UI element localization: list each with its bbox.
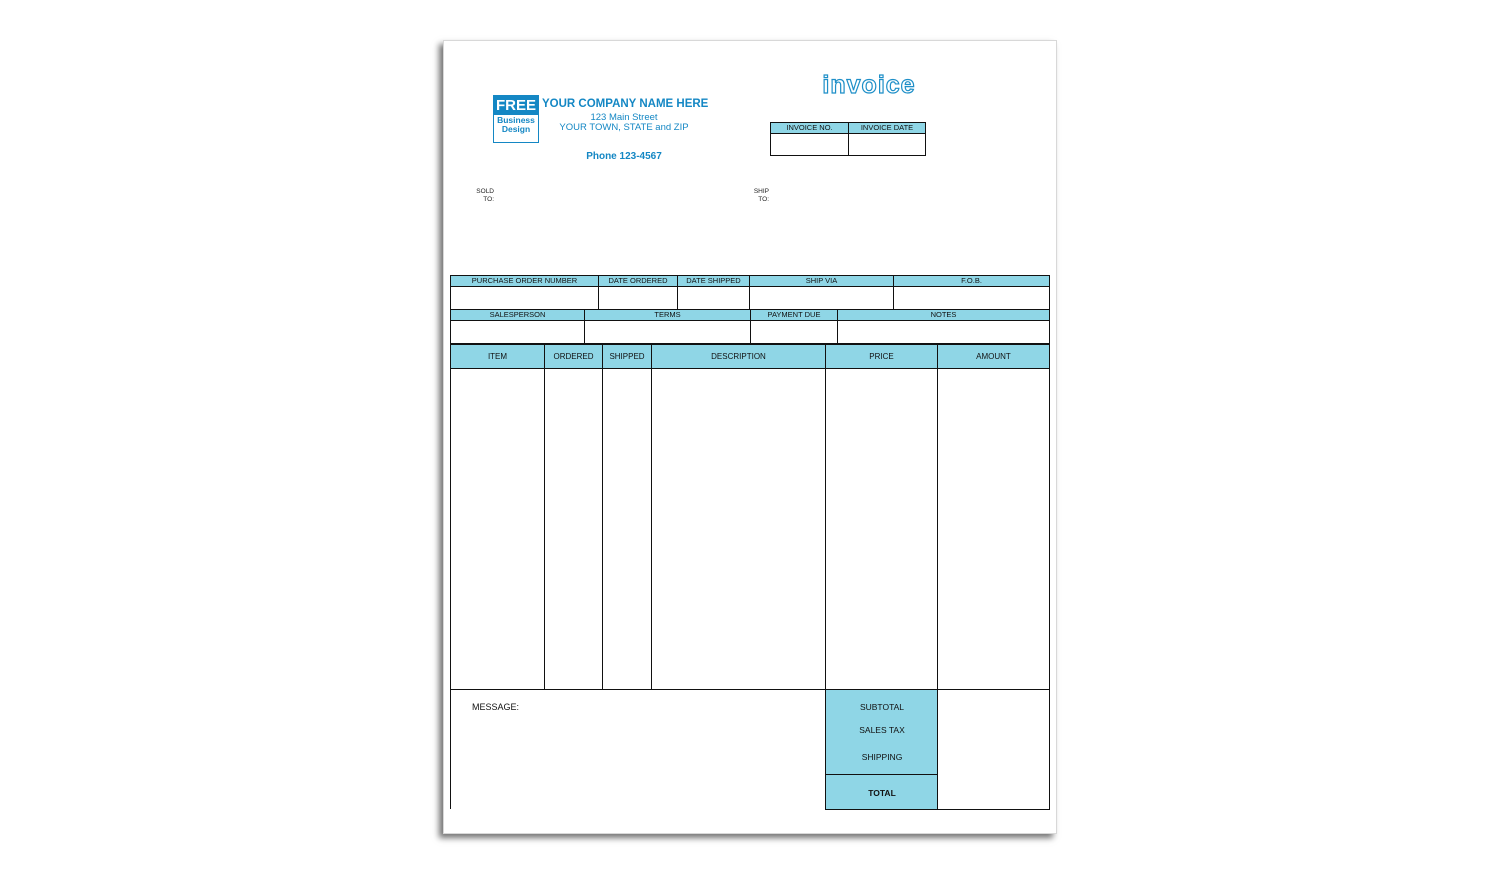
invoice-no-field[interactable] xyxy=(770,133,849,156)
price-col-header: PRICE xyxy=(825,344,938,369)
salesperson-label: SALESPERSON xyxy=(450,309,585,321)
description-column-body[interactable] xyxy=(651,368,826,690)
logo-free-text: FREE xyxy=(495,97,536,114)
ship-via-label: SHIP VIA xyxy=(749,275,894,287)
ship-to-label xyxy=(739,188,769,204)
sold-to-label xyxy=(464,188,494,204)
totals-amount-field[interactable] xyxy=(937,689,1050,810)
invoice-no-label: INVOICE NO. xyxy=(770,122,849,134)
shipped-col-header: SHIPPED xyxy=(602,344,652,369)
price-column-body[interactable] xyxy=(825,368,938,690)
message-field[interactable] xyxy=(450,689,826,809)
fob-label: F.O.B. xyxy=(893,275,1050,287)
shipping-label: SHIPPING xyxy=(861,752,903,762)
company-name: YOUR COMPANY NAME HERE xyxy=(542,98,709,110)
payment-due-label: PAYMENT DUE xyxy=(750,309,838,321)
ship-to-text: TO: xyxy=(758,196,769,203)
sales-tax-label: SALES TAX xyxy=(859,725,905,735)
salesperson-field[interactable] xyxy=(450,320,585,344)
notes-label: NOTES xyxy=(837,309,1050,321)
total-label-box xyxy=(825,774,938,810)
sold-to-field[interactable] xyxy=(496,187,736,253)
description-col-header: DESCRIPTION xyxy=(651,344,826,369)
terms-label: TERMS xyxy=(584,309,751,321)
shipped-column-body[interactable] xyxy=(602,368,652,690)
ship-via-field[interactable] xyxy=(749,286,894,310)
notes-field[interactable] xyxy=(837,320,1050,344)
ordered-column-body[interactable] xyxy=(544,368,603,690)
logo-business-design-text: Business Design xyxy=(497,115,535,134)
payment-due-field[interactable] xyxy=(750,320,838,344)
subtotal-label: SUBTOTAL xyxy=(859,702,905,712)
item-column-body[interactable] xyxy=(450,368,545,690)
item-col-header: ITEM xyxy=(450,344,545,369)
invoice-date-field[interactable] xyxy=(848,133,926,156)
date-ordered-label: DATE ORDERED xyxy=(598,275,678,287)
terms-field[interactable] xyxy=(584,320,751,344)
sold-label: SOLD xyxy=(476,188,494,195)
invoice-title: invoice xyxy=(822,71,916,99)
date-shipped-label: DATE SHIPPED xyxy=(677,275,750,287)
po-number-field[interactable] xyxy=(450,286,599,310)
amount-col-header: AMOUNT xyxy=(937,344,1050,369)
ship-to-field[interactable] xyxy=(772,187,1042,253)
ordered-col-header: ORDERED xyxy=(544,344,603,369)
company-phone: Phone 123-4567 xyxy=(586,151,662,162)
invoice-date-label: INVOICE DATE xyxy=(848,122,926,134)
total-label: TOTAL xyxy=(868,788,896,798)
company-street: 123 Main Street xyxy=(590,112,658,123)
amount-column-body[interactable] xyxy=(937,368,1050,690)
fob-field[interactable] xyxy=(893,286,1050,310)
sold-to-text: TO: xyxy=(483,196,494,203)
ship-label: SHIP xyxy=(753,188,769,195)
invoice-form xyxy=(443,40,1057,834)
date-shipped-field[interactable] xyxy=(677,286,750,310)
po-number-label: PURCHASE ORDER NUMBER xyxy=(450,275,599,287)
message-label: MESSAGE: xyxy=(472,702,520,712)
date-ordered-field[interactable] xyxy=(598,286,678,310)
company-city: YOUR TOWN, STATE and ZIP xyxy=(559,122,689,133)
totals-label-box xyxy=(825,689,938,775)
